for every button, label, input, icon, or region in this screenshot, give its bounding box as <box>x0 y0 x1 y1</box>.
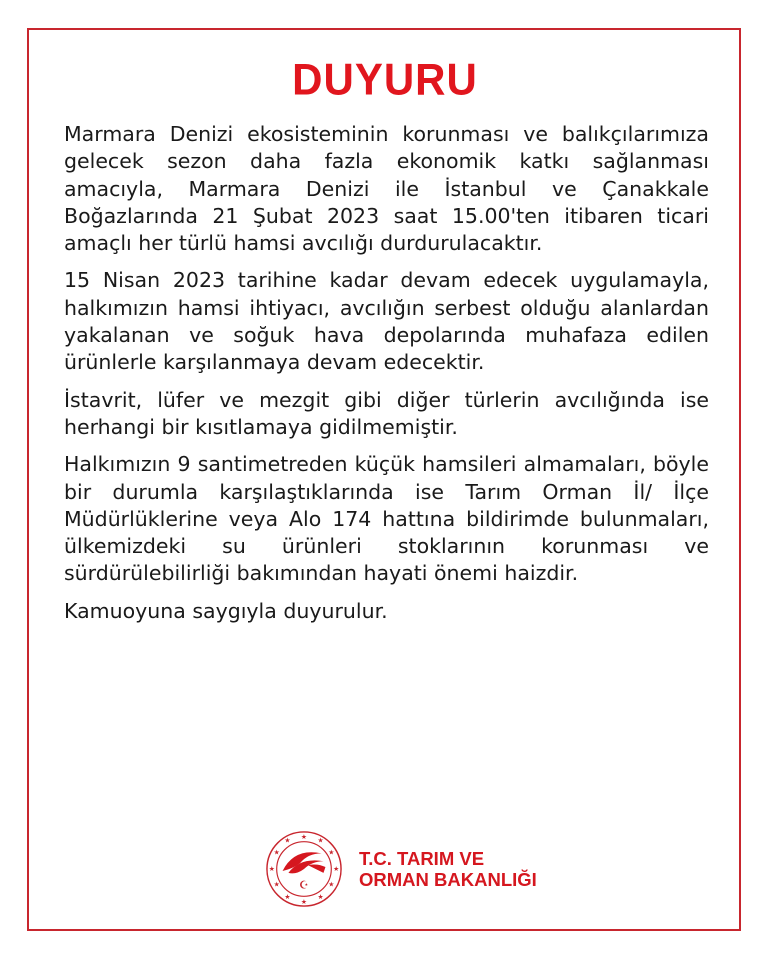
svg-text:★: ★ <box>300 832 308 841</box>
paragraph: Marmara Denizi ekosisteminin korunması ve balıkçılarımıza gelecek sezon daha fazla ekonomik katkı sağlanması amacıyla, Marmara Denizi ile İstanbul ve Çanakkale Boğazlarında 21 Şubat 2023 saat 15.00'ten itibaren ticari amaçlı her türlü hamsi avcılığı durdurulacaktır. <box>64 122 709 256</box>
paragraph: 15 Nisan 2023 tarihine kadar devam edecek uygulamayla, halkımızın hamsi ihtiyacı, avcılığın serbest olduğu alanlardan yakalanan ve soğuk hava depolarında muhafaza edilen ürünlerle karşılanmaya devam edecektir. <box>64 268 709 375</box>
svg-text:★: ★ <box>333 864 340 873</box>
svg-text:★: ★ <box>317 893 324 902</box>
ministry-emblem-icon <box>265 830 343 908</box>
paragraph: Kamuoyuna saygıyla duyurulur. <box>64 598 388 623</box>
ministry-name-line1: T.C. TARIM VE <box>359 848 485 869</box>
paragraph: Halkımızın 9 santimetreden küçük hamsileri almamaları, böyle bir durumla karşılaştıklarında ise Tarım Orman İl/ İlçe Müdürlüklerine veya Alo 174 hattına bildirimde bulunmaları, ülkemizdeki su ürünleri stoklarının korunması ve sürdürülebilirliği bakımından hayati önemi haizdir. <box>64 452 709 586</box>
paragraph: İstavrit, lüfer ve mezgit gibi diğer türlerin avcılığında ise herhangi bir kısıtlamaya gidilmemiştir. <box>64 387 709 439</box>
ministry-name <box>359 848 537 890</box>
announcement-body <box>64 121 709 635</box>
svg-text:★: ★ <box>268 864 275 873</box>
svg-text:★: ★ <box>273 880 280 889</box>
svg-text:★: ★ <box>284 836 291 845</box>
ministry-name-line2: ORMAN BAKANLIĞI <box>359 869 537 890</box>
svg-text:☪: ☪ <box>299 878 309 892</box>
ministry-signature <box>265 830 537 908</box>
svg-text:★: ★ <box>284 893 291 902</box>
svg-text:★: ★ <box>328 848 335 857</box>
svg-text:★: ★ <box>317 836 324 845</box>
svg-text:★: ★ <box>300 898 308 907</box>
svg-text:★: ★ <box>273 848 280 857</box>
page-title: DUYURU <box>292 54 478 105</box>
svg-text:★: ★ <box>328 880 335 889</box>
